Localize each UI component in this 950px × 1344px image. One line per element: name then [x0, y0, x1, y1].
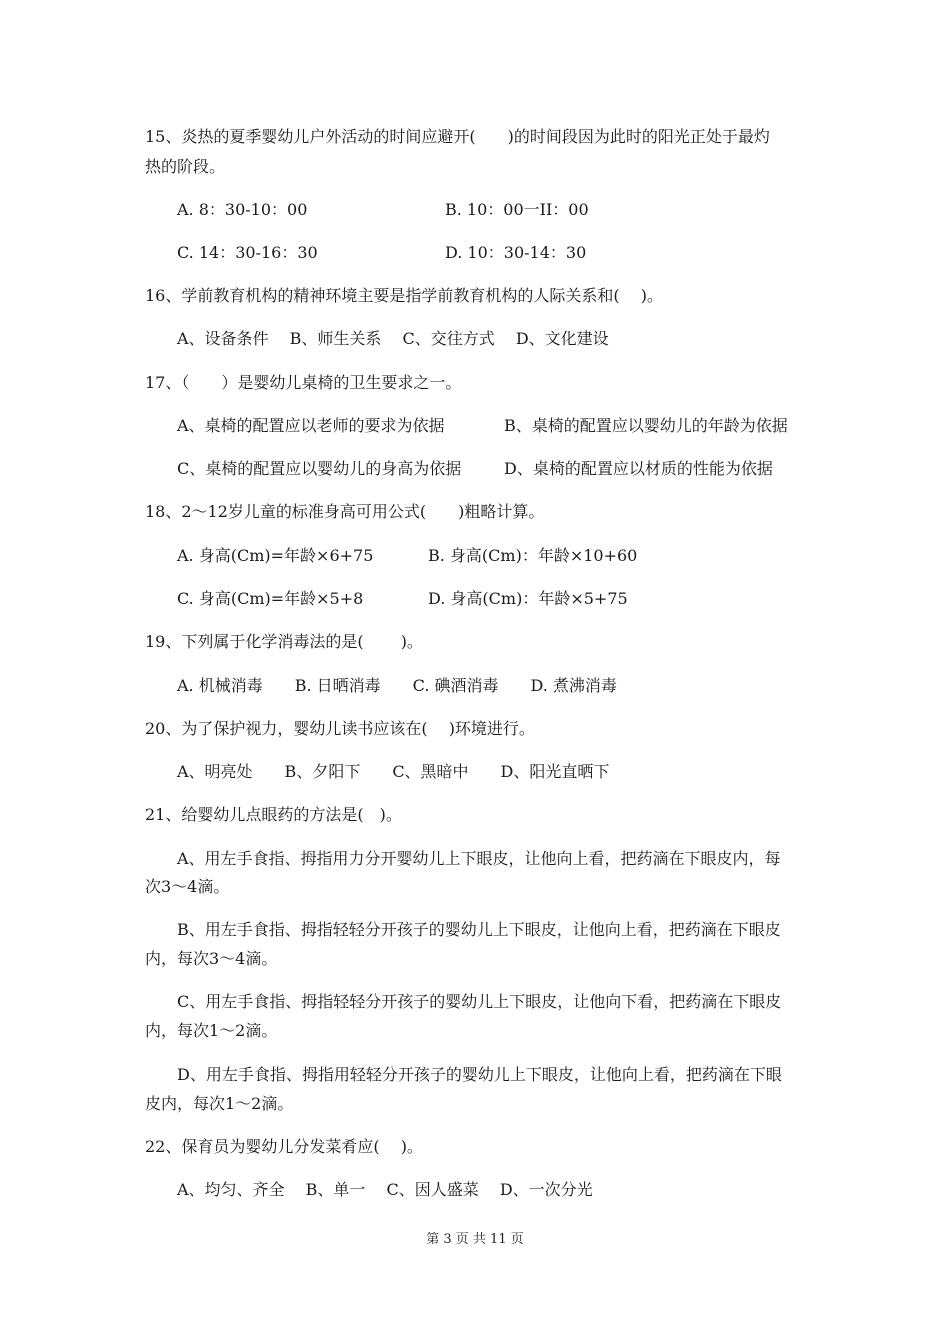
question-21-option-c-line-1: C、用左手食指、拇指轻轻分开孩子的婴幼儿上下眼皮，让他向下看，把药滴在下眼皮: [177, 992, 782, 1011]
question-20-options: A、明亮处 B、夕阳下 C、黑暗中 D、阳光直晒下: [177, 762, 610, 781]
question-21-option-a-line-1: A、用左手食指、拇指用力分开婴幼儿上下眼皮，让他向上看，把药滴在下眼皮内，每: [177, 849, 781, 868]
question-15-option-a: A. 8：30-10：00: [177, 200, 308, 219]
question-18-stem: 18、2～12岁儿童的标准身高可用公式( )粗略计算。: [145, 502, 545, 521]
question-15-option-c: C. 14：30-16：30: [177, 243, 318, 262]
question-22-options: A、均匀、齐全 B、单一 C、因人盛菜 D、一次分光: [177, 1180, 593, 1199]
question-17-option-a: A、桌椅的配置应以老师的要求为依据: [177, 416, 445, 435]
page-number-footer: 第 3 页 共 11 页: [426, 1232, 524, 1247]
question-17-option-b: B、桌椅的配置应以婴幼儿的年龄为依据: [504, 416, 788, 435]
question-15-line-1: 15、炎热的夏季婴幼儿户外活动的时间应避开( )的时间段因为此时的阳光正处于最灼: [145, 127, 770, 146]
question-22-stem: 22、保育员为婴幼儿分发菜肴应( )。: [145, 1137, 423, 1156]
question-15-line-2: 热的阶段。: [145, 157, 226, 176]
question-15-option-b: B. 10：00一II：00: [445, 200, 589, 219]
question-21-option-b-line-1: B、用左手食指、拇指轻轻分开孩子的婴幼儿上下眼皮，让他向上看，把药滴在下眼皮: [177, 920, 781, 939]
question-18-option-a: A. 身高(Cm)=年龄×6+75: [177, 546, 374, 565]
question-21-option-b-line-2: 内，每次3～4滴。: [145, 949, 278, 968]
question-17-option-c: C、桌椅的配置应以婴幼儿的身高为依据: [177, 459, 462, 478]
question-20-stem: 20、为了保护视力，婴幼儿读书应该在( )环境进行。: [145, 719, 535, 738]
question-15-option-d: D. 10：30-14：30: [445, 243, 587, 262]
question-19-stem: 19、下列属于化学消毒法的是( )。: [145, 632, 423, 651]
question-21-option-d-line-2: 皮内，每次1～2滴。: [145, 1094, 294, 1113]
question-16-stem: 16、学前教育机构的精神环境主要是指学前教育机构的人际关系和( )。: [145, 286, 663, 305]
question-16-options: A、设备条件 B、师生关系 C、交往方式 D、文化建设: [177, 329, 609, 348]
question-18-option-c: C. 身高(Cm)=年龄×5+8: [177, 589, 364, 608]
question-21-option-d-line-1: D、用左手食指、拇指用轻轻分开孩子的婴幼儿上下眼皮，让他向上看，把药滴在下眼: [177, 1065, 782, 1084]
question-19-options: A. 机械消毒 B. 日晒消毒 C. 碘酒消毒 D. 煮沸消毒: [177, 676, 617, 695]
question-17-option-d: D、桌椅的配置应以材质的性能为依据: [504, 459, 773, 478]
question-21-stem: 21、给婴幼儿点眼药的方法是( )。: [145, 805, 402, 824]
question-17-stem: 17、（ ）是婴幼儿桌椅的卫生要求之一。: [145, 373, 462, 392]
question-18-option-d: D. 身高(Cm)：年龄×5+75: [428, 589, 628, 608]
question-21-option-c-line-2: 内，每次1～2滴。: [145, 1021, 278, 1040]
question-18-option-b: B. 身高(Cm)：年龄×10+60: [428, 546, 638, 565]
question-21-option-a-line-2: 次3～4滴。: [145, 877, 230, 896]
